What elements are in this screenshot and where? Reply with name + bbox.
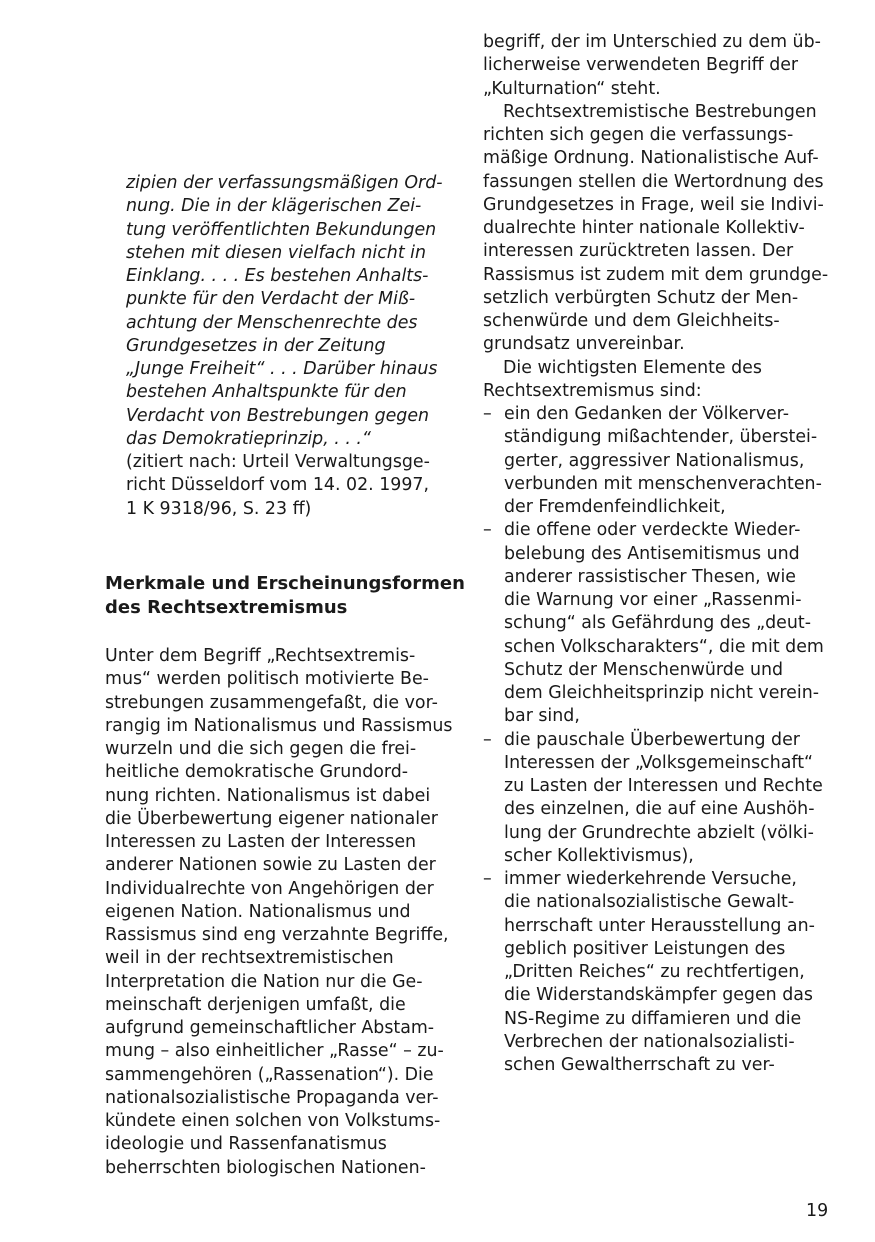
text-line: scher Kollektivismus), <box>504 845 694 866</box>
text-line: eigenen Nation. Nationalismus und <box>105 901 411 922</box>
text-line: meinschaft derjenigen umfaßt, die <box>105 994 406 1015</box>
text-line: nationalsozialistische Propaganda ver- <box>105 1087 439 1108</box>
text-line: Individualrechte von Angehörigen der <box>105 878 434 899</box>
text-line: interessen zurücktreten lassen. Der <box>483 241 794 262</box>
text-line: die pauschale Überbewertung der <box>504 729 800 750</box>
list-item <box>483 868 843 1077</box>
text-line: Einklang. . . . Es bestehen Anhalts- <box>126 266 429 286</box>
text-line: nung. Die in der klägerischen Zei- <box>126 196 422 217</box>
text-line: schenwürde und dem Gleichheits- <box>483 311 780 331</box>
text-line: die nationalsozialistische Gewalt- <box>504 892 795 913</box>
text-line: tung veröffentlichten Bekundungen <box>126 219 437 240</box>
right-column <box>483 31 843 1077</box>
text-line: anderer rassistischer Thesen, wie <box>504 566 796 587</box>
text-line: beherrschten biologischen Nationen- <box>105 1157 426 1178</box>
text-line: ständigung mißachtender, überstei- <box>504 427 818 448</box>
text-line: zu Lasten der Interessen und Rechte <box>504 776 823 796</box>
text-line: dem Gleichheitsprinzip nicht verein- <box>504 683 820 703</box>
text-line: sammengehören („Rassenation“). Die <box>105 1064 434 1085</box>
text-line: „Dritten Reiches“ zu rechtfertigen, <box>504 962 805 982</box>
text-line: die Überbewertung eigener nationaler <box>105 808 438 829</box>
text-line: grundsatz unvereinbar. <box>483 334 685 355</box>
text-line: Die wichtigsten Elemente des <box>503 357 762 378</box>
heading-line: des Rechtsextremismus <box>105 597 348 618</box>
text-line: schung“ als Gefährdung des „deut- <box>504 613 812 634</box>
text-line: das Demokratieprinzip, . . .“ <box>126 428 371 449</box>
intro-paragraph <box>483 31 843 101</box>
text-line: Interessen zu Lasten der Interessen <box>105 832 417 852</box>
text-line: mäßige Ordnung. Nationalistische Auf- <box>483 148 819 169</box>
section-heading <box>105 572 465 620</box>
text-line: die offene oder verdeckte Wieder- <box>504 520 801 541</box>
text-line: Interpretation die Nation nur die Ge- <box>105 971 423 992</box>
text-line: geblich positiver Leistungen des <box>504 938 786 959</box>
text-line: Grundgesetzes in der Zeitung <box>126 335 386 356</box>
list-item <box>483 729 843 869</box>
text-line: Interessen der „Volksgemeinschaft“ <box>504 752 814 773</box>
citation-block <box>126 451 456 521</box>
paragraph <box>483 357 843 404</box>
text-line: lung der Grundrechte abzielt (völki- <box>504 822 814 843</box>
text-line: rangig im Nationalismus und Rassismus <box>105 715 453 736</box>
text-line: die Warnung vor einer „Rassenmi- <box>504 590 802 610</box>
text-line: gerter, aggressiver Nationalismus, <box>504 450 805 471</box>
text-line: (zitiert nach: Urteil Verwaltungsge- <box>126 452 430 472</box>
text-line: Rechtsextremismus sind: <box>483 380 702 401</box>
quote-block <box>126 172 456 451</box>
text-line: punkte für den Verdacht der Miß- <box>126 289 416 310</box>
text-line: Grundgesetzes in Frage, weil sie Indivi- <box>483 194 824 215</box>
text-line: zipien der verfassungsmäßigen Ord- <box>126 173 443 193</box>
text-line: Unter dem Begriff „Rechtsextremis- <box>105 646 416 666</box>
text-line: weil in der rechtsextremistischen <box>105 948 394 969</box>
bullet-dash: – <box>483 729 492 750</box>
text-line: dualrechte hinter nationale Kollektiv- <box>483 218 805 238</box>
text-line: licherweise verwendeten Begriff der <box>483 55 799 76</box>
text-line: kündete einen solchen von Volkstums- <box>105 1111 441 1131</box>
text-line: Verbrechen der nationalsozialisti- <box>504 1031 795 1052</box>
list-item <box>483 403 843 519</box>
text-line: „Kulturnation“ steht. <box>483 78 661 99</box>
text-line: richt Düsseldorf vom 14. 02. 1997, <box>126 475 430 496</box>
text-line: die Widerstandskämpfer gegen das <box>504 985 813 1006</box>
bullet-dash: – <box>483 520 492 541</box>
body-paragraph-left <box>105 645 465 1180</box>
heading-line: Merkmale und Erscheinungsformen <box>105 573 465 594</box>
text-line: immer wiederkehrende Versuche, <box>504 869 797 889</box>
text-line: schen Gewaltherrschaft zu ver- <box>504 1055 775 1075</box>
text-line: „Junge Freiheit“ . . . Darüber hinaus <box>126 359 438 379</box>
text-line: des einzelnen, die auf eine Aushöh- <box>504 799 815 820</box>
text-line: ein den Gedanken der Völkerver- <box>504 404 789 424</box>
text-line: stehen mit diesen vielfach nicht in <box>126 242 427 263</box>
text-line: verbunden mit menschenverachten- <box>504 473 822 494</box>
text-line: heitliche demokratische Grundord- <box>105 762 409 783</box>
text-line: mus“ werden politisch motivierte Be- <box>105 669 429 690</box>
list-item <box>483 519 843 728</box>
text-line: anderer Nationen sowie zu Lasten der <box>105 855 436 876</box>
text-line: mung – also einheitlicher „Rasse“ – zu- <box>105 1041 444 1062</box>
text-line: wurzeln und die sich gegen die frei- <box>105 739 417 759</box>
text-line: strebungen zusammengefaßt, die vor- <box>105 692 438 713</box>
text-line: herrschaft unter Herausstellung an- <box>504 915 815 936</box>
text-line: Rassismus sind eng verzahnte Begriffe, <box>105 925 449 945</box>
page-number: 19 <box>806 1201 829 1221</box>
text-line: Schutz der Menschenwürde und <box>504 659 784 680</box>
text-line: NS-Regime zu diffamieren und die <box>504 1008 802 1029</box>
text-line: belebung des Antisemitismus und <box>504 543 800 564</box>
text-line: bestehen Anhaltspunkte für den <box>126 382 407 403</box>
text-line: ideologie und Rassenfanatismus <box>105 1134 387 1155</box>
text-line: richten sich gegen die verfassungs- <box>483 125 794 145</box>
text-line: Rassismus ist zudem mit dem grundge- <box>483 264 829 285</box>
text-line: setzlich verbürgten Schutz der Men- <box>483 287 799 308</box>
text-line: Rechtsextremistische Bestrebungen <box>503 101 817 122</box>
bullet-dash: – <box>483 869 492 889</box>
text-line: achtung der Menschenrechte des <box>126 312 418 333</box>
text-line: 1 K 9318/96, S. 23 ff) <box>126 498 312 519</box>
text-line: begriff, der im Unterschied zu dem üb- <box>483 32 821 52</box>
text-line: der Fremdenfeindlichkeit, <box>504 497 726 517</box>
text-line: schen Volkscharakters“, die mit dem <box>504 636 824 657</box>
text-line: aufgrund gemeinschaftlicher Abstam- <box>105 1018 435 1038</box>
bullet-dash: – <box>483 404 492 424</box>
text-line: nung richten. Nationalismus ist dabei <box>105 785 431 806</box>
text-line: bar sind, <box>504 706 580 727</box>
text-line: Verdacht von Bestrebungen gegen <box>126 405 430 426</box>
text-line: fassungen stellen die Wertordnung des <box>483 171 824 192</box>
paragraph <box>483 101 843 357</box>
